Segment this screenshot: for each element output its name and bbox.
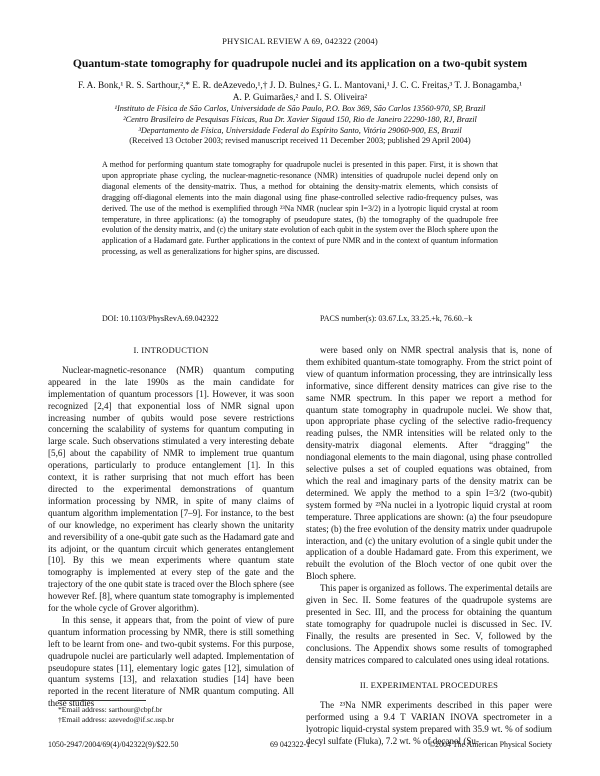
intro-paragraph-3: were based only on NMR spectral analysis that is, none of them exhibited quantum-state tomography. From the strict point of view of quantum information processing, they are intrinsically less informative, since different density matrices can give rise to the same NMR spectrum. In this paper we report a method for quantum state tomography in quadrupole nuclei. We show that, upon appropriate phase cycling of the selective radio-frequency reading pulses, the NMR intensities will be related only to the density-matrix diagonal elements. After “dragging” the nondiagonal elements to the main diagonal, using phase controlled selective pulses a set of coupled equations was obtained, from which the real and imaginary parts of the density matrix can be determined. We apply the method to a spin I=3/2 (two-qubit) system formed by ²³Na nuclei in a lyotropic liquid crystal at room temperature. Three applications are shown: (a) the four pseudopure states; (b) the free evolution of the density matrix under quadrupole interaction, and (c) the unitary evolution of a single qubit under the application of a double Hadamard gate. From this experiment, we rebuilt the evolution of the Bloch vector of one qubit over the Bloch sphere. <box>306 345 552 582</box>
footer-code: 1050-2947/2004/69(4)/042322(9)/$22.50 <box>48 740 179 749</box>
footnote-email-1: *Email address: sarthour@cbpf.br <box>58 705 163 714</box>
left-column <box>48 345 294 710</box>
right-column <box>306 345 552 748</box>
doi-link[interactable]: DOI: 10.1103/PhysRevA.69.042322 <box>102 314 219 323</box>
received-dates: (Received 13 October 2003; revised manuscript received 11 December 2003; published 29 April 2004) <box>129 136 471 145</box>
author-line-1: F. A. Bonk,¹ R. S. Sarthour,²,* E. R. deAzevedo,¹,† J. D. Bulnes,² G. L. Mantovani,¹ J. C. C. Freitas,³ T. J. Bonagamba,¹ <box>78 81 522 91</box>
pacs-numbers: PACS number(s): 03.67.Lx, 33.25.+k, 76.60.−k <box>320 314 473 323</box>
intro-paragraph-1: Nuclear-magnetic-resonance (NMR) quantum computing appeared in the late 1990s as the main candidate for implementation of quantum processors [1]. However, it was soon recognized [2,4] that exponential loss of NMR signal upon increasing number of qubits would pose severe restrictions concerning the scalability of systems for quantum computing in large scale. Such observations stimulated a very interesting debate [5,6] about the capability of NMR to implement true quantum operations, particularly to produce entanglement [1]. In this context, it is rather surprising that not much effort has been directed to the experimental demonstrations of quantum information processing by NMR, in spite of many claims of quantum algorithm implementation [7–9]. For instance, to the best of our knowledge, no experiment has clearly shown the unitarity and reversibility of a one-qubit gate such as the Hadamard gate and its adjoint, or the quantum circuit which generates entanglement [10]. By this we mean experiments where quantum state tomography is implemented at every step of the gate and the trajectory of the one qubit state is traced over the Bloch sphere (see however Ref. [8], where quantum state tomography is implemented for the whole cycle of Grover algorithm). <box>48 364 294 614</box>
footer-copyright: ©2004 The American Physical Society <box>429 740 552 749</box>
footer-page-number: 69 042322-1 <box>270 740 311 749</box>
footnote-email-2: †Email address: azevedo@if.sc.usp.br <box>58 715 175 724</box>
affiliation-3: ³Departamento de Física, Universidade Federal do Espírito Santo, Vitória 29060-900, ES, Brazil <box>138 125 462 135</box>
paper-title: Quantum-state tomography for quadrupole nuclei and its application on a two-qubit system <box>72 57 528 70</box>
section-title-introduction: I. INTRODUCTION <box>133 345 209 355</box>
journal-header: PHYSICAL REVIEW A 69, 042322 (2004) <box>222 36 378 46</box>
intro-paragraph-2: In this sense, it appears that, from the point of view of pure quantum information processing by NMR, there is still something left to be learnt from one- and two-qubit systems. For this purpose, quadrupole nuclei are particularly well adapted. Implementation of pseudopure states [11], elementary logic gates [12], simulation of quantum systems [13], and relaxation studies [14] have been reported in the recent literature of NMR quantum computing. All these studies <box>48 614 294 709</box>
affiliations <box>52 104 548 136</box>
author-line-2: A. P. Guimarães,² and I. S. Oliveira² <box>232 93 368 104</box>
section-title-experimental: II. EXPERIMENTAL PROCEDURES <box>359 680 499 691</box>
affiliation-2: ²Centro Brasileiro de Pesquisas Físicas, Rua Dr. Xavier Sigaud 150, Rio de Janeiro 22290-180, RJ, Brazil <box>123 114 477 124</box>
experimental-paragraph-1: The ²³Na NMR experiments described in this paper were performed using a 9.4 T VARIAN INOVA spectrometer in a lyotropic liquid-crystal system prepared with 35.9 wt. % of sodium decyl sulfate (Fluka), 7.2 wt. % of decanol (Su- <box>306 700 552 747</box>
footnote-divider <box>58 700 146 701</box>
affiliation-1: ¹Instituto de Física de São Carlos, Universidade de São Paulo, P.O. Box 369, São Carlos 13560-970, SP, Brazil <box>114 104 486 113</box>
abstract: A method for performing quantum state tomography for quadrupole nuclei is presented in this paper. First, it is shown that upon appropriate phase cycling, the nuclear-magnetic-resonance (NMR) intensities of quadrupole nuclei depend only on diagonal elements of the density-matrix. Thus, a method for obtaining the density-matrix elements, which consists of dragging off-diagonal elements into the main diagonal using fine phase-controlled selective radio-frequency pulses, was derived. The use of the method is exemplified through ²³Na NMR (nuclear spin I=3/2) in a lyotropic liquid crystal at room temperature, in three applications: (a) the tomography of pseudopure states, (b) the tomography of the quadrupole free evolution of the density matrix, and (c) the unitary state evolution of each qubit in the system over the Bloch sphere upon the application of a Hadamard gate. Further applications in the context of pure NMR and in the context of quantum information processing, as well as generalizations for higher spins, are discussed. <box>102 160 498 257</box>
author-list <box>52 80 548 105</box>
intro-paragraph-4: This paper is organized as follows. The experimental details are given in Sec. II. Some features of the quadrupole systems are presented in Sec. III, and the process for obtaining the quantum state tomography for quadrupole nuclei is discussed in Sec. IV. Finally, the results are presented in Sec. V, followed by the conclusions. The Appendix shows some results of tomographed density matrices compared to calculated ones using ideal rotations. <box>306 583 552 665</box>
